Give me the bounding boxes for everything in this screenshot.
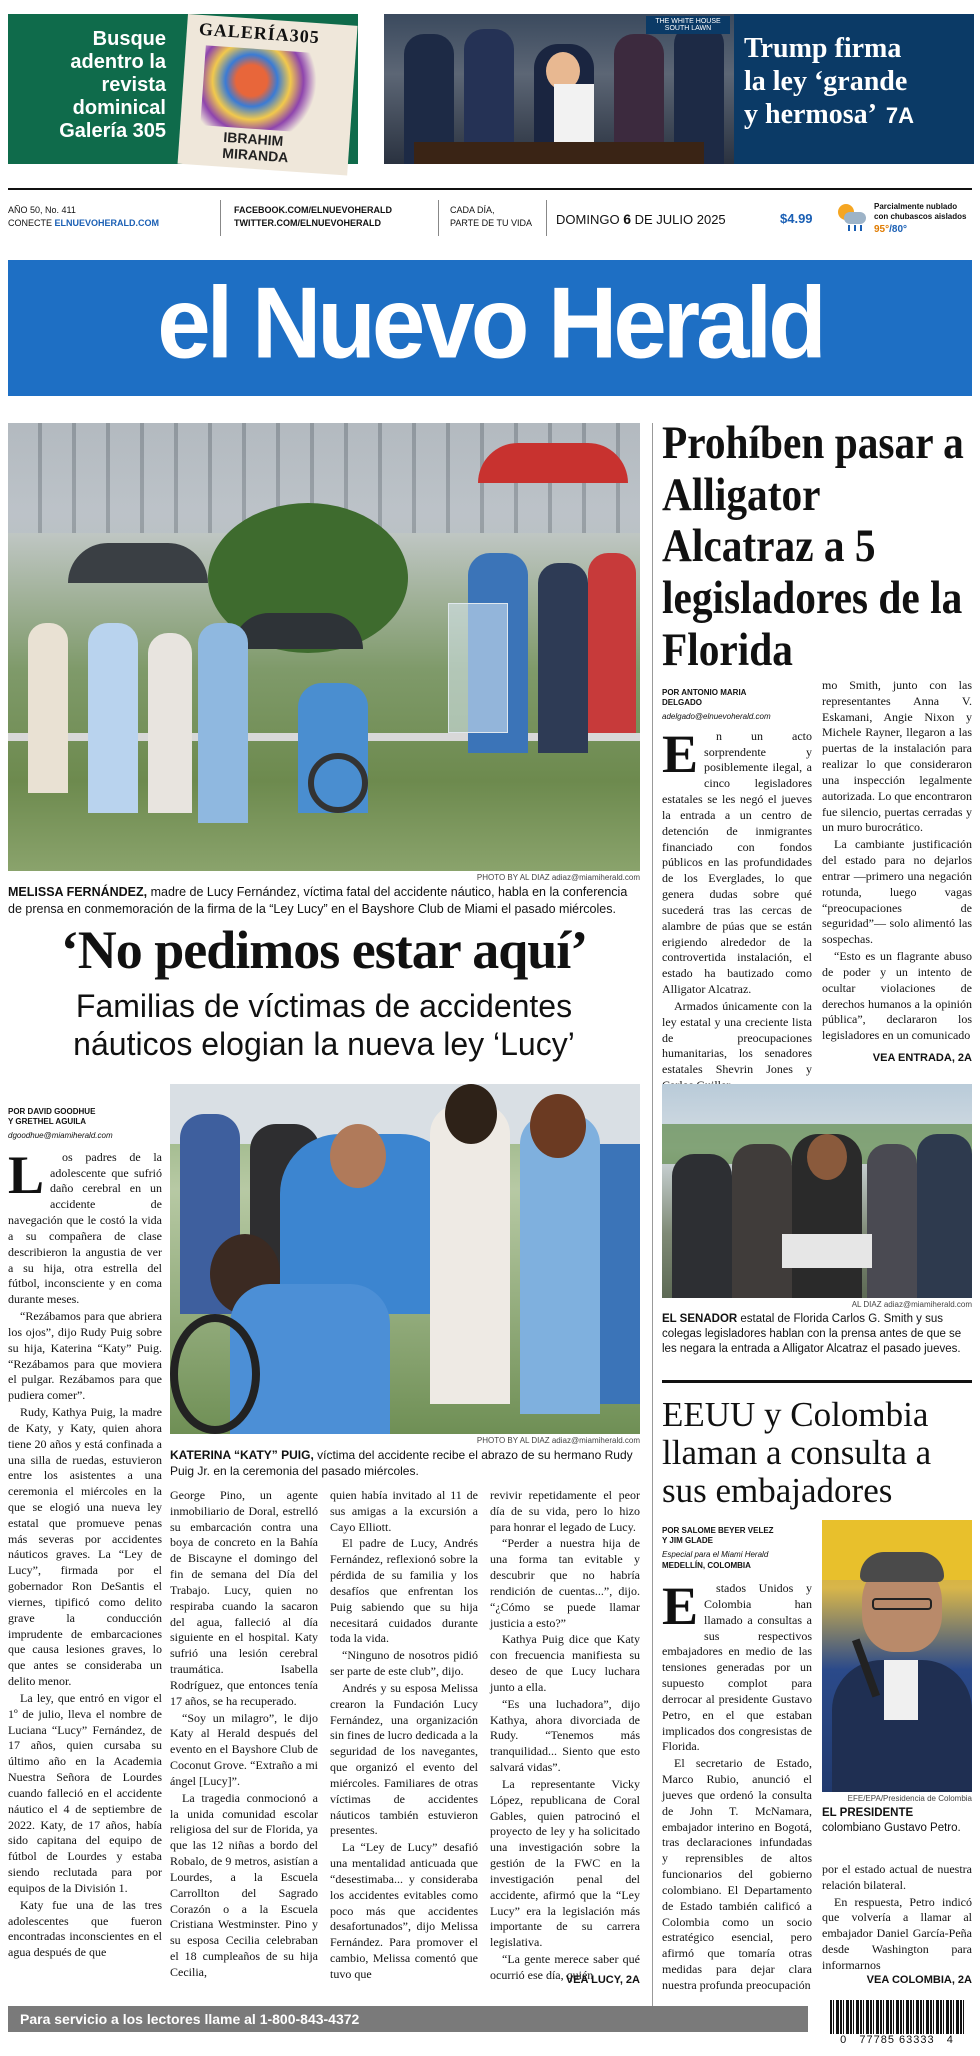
legislators-photo-credit: AL DIAZ adiaz@miamiherald.com [851,1300,972,1309]
lead-story-col-2 [170,1488,318,1993]
lead-col-4-p1: revivir repetidamente el peor día de su vida, pero lo hizo para honrar el legado de Lucy. [490,1488,640,1534]
lead-col-1-text [8,1144,162,1961]
slogan-line-2: PARTE DE TU VIDA [450,217,533,228]
promo-right-line-3-text: y hermosa’ [744,99,875,131]
lead-col-4-p2: “Perder a nuestra hija de una forma tan evitable y descubrir que no habría rendición de cuentas...”, dijo. “¿Cómo se puede llamar justicia a esto?” [490,1536,640,1630]
lead-col-1-p2: “Rezábamos para que abriera los ojos”, dijo Rudy Puig sobre su hija, Katerina “Katy” Puig. “Rezábamos para que moviera el pulgar. Rezábamos para que pudiera comer”. [8,1309,162,1403]
lead-photo [8,423,640,871]
weather-line-2: con chubascos aislados [874,212,967,222]
weather-temps [874,223,966,236]
lead-dropcap: L [8,1144,45,1205]
lead-photo-caption [8,884,640,917]
promo-right-line-2: la ley ‘grande [744,66,908,98]
lead-deck [8,987,640,1064]
right-section-rule [662,1380,972,1383]
promo-right-page-ref: 7A [885,103,915,129]
petro-photo-credit: EFE/EPA/Presidencia de Colombia [847,1794,972,1803]
colombia-special: Especial para el Miami Herald [662,1549,769,1559]
price: $4.99 [780,211,813,226]
facebook-link[interactable]: FACEBOOK.COM/ELNUEVOHERALD [234,205,393,215]
alcatraz-col-1-p2: Armados únicamente con la ley estatal y una creciente lista de preocupaciones humanitarias, los senadores estatales Shevrin Jones y [662,998,812,1077]
lead-jump-link[interactable]: VEA LUCY, 2A [565,1974,640,1986]
alcatraz-col-1-p1: n un acto sorprendente y posiblemente ilegal, a cinco legisladores estatales se les negó el jueves la entrada a un centro de detención de inmigrantes financiado con fondos públicos en las profundidades de los Everglades, lo que genera dudas sobre qué sucederá tras las cercas de alambre de púas que se están erigiendo alrededor de la controvertida instalación, el estado ha bautizado como Alligator Alcatraz. [662,728,812,997]
podium-sign: THE WHITE HOUSE SOUTH LAWN [646,16,730,34]
katy-photo-credit: PHOTO BY AL DIAZ adiaz@miamiherald.com [476,1436,640,1445]
masthead[interactable] [8,260,972,396]
lead-deck-line-2: náuticos elogian la nueva ley ‘Lucy’ [73,1026,575,1063]
colombia-byline [662,1526,812,1547]
katy-caption-name: KATERINA “KATY” PUIG, [170,1448,314,1462]
alcatraz-email: adelgado@elnuevoherald.com [662,711,771,721]
date-month-year: DE JULIO 2025 [634,212,726,227]
colombia-col-1 [662,1526,812,1996]
infobar-top-rule [8,188,972,190]
promo-right-line-3 [744,98,969,131]
promo-left-text: Busque adentro la revista dominical Galería 305 [59,28,166,142]
colombia-headline: EEUU y Colombia llaman a consulta a sus embajadores [662,1395,932,1510]
lead-col-4-p4: “Es una luchadora”, dijo Kathya, ahora divorciada de Rudy. “Tenemos más tranquilidad... Siento que esto salvará vidas”. [490,1696,640,1775]
lead-col-2-p1: George Pino, un agente inmobiliario de Doral, estrelló su embarcación contra una boya de concreto en la Bahía de Biscayne el domingo del fin de semana del Día del Trabajo. Lucy, quien no respiraba cuando la sacaron del agua, falleció al día siguiente en el hospital. Katy sufrió una lesión cerebral traumática. Isabella Rodríguez, que entonces tenía 17 años, se ha recuperado. [170,1488,318,1708]
connect-line [8,217,159,230]
magazine-name-2: MIRANDA [221,144,289,166]
legislators-caption [662,1312,972,1358]
weather-icon [836,202,866,232]
lead-headline: ‘No pedimos estar aquí’ [60,920,588,980]
lead-col-3-p4: Andrés y su esposa Melissa crearon la Fundación Lucy Fernández, una organización sin fines de lucro dedicada a la seguridad de los navegantes, que organizó el evento del miércoles. Familiares de otras víctimas de accidentes náuticos también estuvieron presentes. [330,1680,478,1838]
infobar [8,200,972,240]
alcatraz-col-2-p1: mo Smith, junto con las representantes Anna V. Eskamani, Angie Nixon y Michele Rayner, llegaron a las puertas de la instalación para realizar lo que consideraron una inspección legalmente autorizada. Lo que encontraron fue silencio, puertas cerradas y un muro burocrático. [822,678,972,835]
alcatraz-byline-line-2: DELGADO [662,698,702,708]
lead-story-col-3 [330,1488,478,1993]
katy-photo-caption [170,1448,640,1480]
lead-col-3-p3: “Ninguno de nosotros pidió ser parte de este club”, dijo. [330,1648,478,1679]
colombia-dateline: MEDELLÍN, COLOMBIA [662,1560,751,1570]
lead-photo-credit: PHOTO BY AL DIAZ adiaz@miamiherald.com [476,873,640,882]
katy-puig-photo [170,1084,640,1434]
infobar-volume-block [8,204,159,229]
colombia-col-2 [822,1862,972,1972]
lead-col-4-p5: La representante Vicky López, republicana de Coral Gables, quien patrocinó el proyecto de ley y ha solicitado una investigación sobre la gestión de la FWC en la investigación penal del accidente, afirmó que la “Ley Lucy” era la legislación más importante de su carrera legislativa. [490,1776,640,1950]
lead-story-col-1 [8,1107,162,1997]
slogan-line-1: CADA DÍA, [450,205,495,215]
magazine-art [200,45,325,133]
alcatraz-byline-line-1: POR ANTONIO MARIA [662,688,747,697]
lead-col-1-p4: La ley, que entró en vigor el 1º de julio, lleva el nombre de Luciana “Lucy” Fernández, de 17 años, quien cursaba su último año en la Academia Nuestra Señora de Lourdes cuando falleció en el accidente náutico el 4 de septiembre de 2022. Katy, de 17 años, había sido capitana del equipo de fútbol de Lourdes y estaba siendo reclutada para por equipos de la División 1. [8,1690,162,1895]
alcatraz-jump-link[interactable]: VEA ENTRADA, 2A [872,1052,972,1064]
lead-col-4-p6: “La gente merece saber qué ocurrió ese día, quién [490,1952,640,1982]
footer-bar [8,2006,808,2032]
twitter-link[interactable]: TWITTER.COM/ELNUEVOHERALD [234,217,381,228]
alcatraz-dropcap: E [662,723,699,784]
legislators-caption-text: estatal de Florida Carlos G. Smith y sus colegas legisladores hablan con la prensa antes de que se les negara la entrada a Alligator Alcatraz el pasado jueves. [662,1313,962,1356]
lead-col-1-p1: os padres de la adolescente que sufrió daño cerebral en un accidente de navegación que le costó la vida a su compañera de clase describieron la angustia de ver a su hija, otra estrella del fútbol, inconsciente y en coma durante meses. [8,1149,162,1307]
alcatraz-col-2 [822,678,972,1046]
lead-col-2-p3: La tragedia conmocionó a la unida comunidad escolar religiosa del sur de Florida, ya que las 12 niñas a bordo del Robalo, de 9 metros, asistían a Lourdes, a la Escuela Carrollton del Sagrado Corazón o a la Escuela Cristiana Westminster. Pino y su esposa Cecilia celebraban el 18 cumpleaños de su hija Cecilia, [170,1790,318,1979]
magazine-name-1: IBRAHIM [222,128,284,149]
petro-caption-name: EL PRESIDENTE [822,1807,914,1819]
lead-col-3-p2: El padre de Lucy, Andrés Fernández, reflexionó sobre la pérdida de su familia y los desafíos que enfrentan los Puig sabiendo que su hija necesitará cuidados durante toda la vida. [330,1536,478,1646]
petro-caption-text: colombiano Gustavo Petro. [822,1822,961,1835]
temp-high: 95° [874,223,890,235]
issue-date [556,210,726,230]
promo-left[interactable] [8,14,358,164]
alcatraz-col-2-p3: “Esto es un flagrante abuso de poder y un intento de ocultar violaciones de derechos humanos a la opinión pública”, declararon los legisladores en un comunicado [822,949,972,1043]
colombia-jump-link[interactable]: VEA COLOMBIA, 2A [866,1974,972,1986]
alcatraz-col-1-text [662,723,812,1094]
date-weekday: DOMINGO [556,212,620,227]
barcode-bars [830,2000,964,2034]
social-links [234,204,392,229]
colombia-byline-line-2: Y JIM GLADE [662,1536,713,1546]
colombia-col-1-text [662,1576,812,1994]
barcode [822,2000,972,2048]
alcatraz-byline [662,688,812,709]
colombia-col-2-p2: En respuesta, Petro indicó que volvería a llamar al embajador Daniel García-Peña desde Washington para informarnos [822,1894,972,1972]
connect-label: CONECTE [8,217,53,228]
weather-line-1: Parcialmente nublado [874,202,958,211]
lead-col-3-p5: La “Ley de Lucy” desafió una mentalidad anticuada que “desestimaba... y consideraba los accidentes evitables como poco más que accidentes desafortunados”, dijo Melissa Fernández. Para promover el cambio, Melissa comentó que tuvo que [330,1840,478,1981]
promo-right[interactable] [384,14,974,164]
legislators-caption-name: EL SENADOR [662,1313,738,1325]
lead-deck-line-1: Familias de víctimas de accidentes [75,988,573,1024]
lead-caption-name: MELISSA FERNÁNDEZ, [8,885,148,899]
colombia-col-1-p1: stados Unidos y Colombia han llamado a consultas a sus respectivos embajadores en medio de las tensiones generadas por un supuesto complot para derrocar al presidente Gustavo Petro, en el que estaban implicados dos congresistas de Florida. [662,1581,812,1754]
alcatraz-col-1 [662,688,812,1077]
footer-service-text: Para servicio a los lectores llame al 1-800-843-4372 [20,2011,360,2027]
colombia-dropcap: E [662,1576,699,1637]
trump-signing-photo [384,14,734,164]
petro-caption [822,1806,972,1836]
website-link[interactable]: ELNUEVOHERALD.COM [54,217,160,228]
lead-byline-email: dgoodhue@miamiherald.com [8,1130,113,1140]
katy-caption-text: víctima del accidente recibe el abrazo de su hermano Rudy Puig Jr. en la ceremonia del pasado miércoles. [170,1448,633,1478]
column-divider [652,423,653,2013]
lead-col-4-p3: Kathya Puig dice que Katy con frecuencia manifiesta su deseo de que Lucy luchara junto a ella. [490,1632,640,1694]
volume-number: AÑO 50, No. 411 [8,205,76,215]
alcatraz-col-2-p2: La cambiante justificación del estado para no dejarlos entrar —primero una negación rotunda, luego vagas “preocupaciones de seguridad”— solo alimentó las sospechas. [822,837,972,947]
date-day: 6 [623,211,631,227]
lead-col-1-p3: Rudy, Kathya Puig, la madre de Katy, y Katy, quien ahora tiene 20 años y está confinada a una silla de ruedas, estuvieron entre los asistentes a una ceremonia el miércoles en la que se elogió una nueva ley estatal que promueve penas más severas por accidentes náuticos graves. La “Ley de Lucy”, firmada por el gobernador Ron DeSantis el viernes, tipificó como delito grave la conducción imprudente de embarcaciones que causa lesiones graves, lo que antes se consideraba un delito menor. [8,1405,162,1689]
lead-caption-text: madre de Lucy Fernández, víctima fatal del accidente náutico, habla en la conferencia de prensa en conmemoración de la firma de la “Ley Lucy” en el Bayshore Club de Miami el pasado miércoles. [8,885,628,916]
slogan [450,204,532,229]
petro-photo [822,1520,972,1792]
lead-col-3-p1: quien había invitado al 11 de sus amigas a la excursión a Cayo Elliott. [330,1488,478,1534]
temp-low: /80° [889,223,908,235]
lead-byline-line-1: POR DAVID GOODHUE [8,1107,96,1116]
lead-byline-line-2: Y GRETHEL AGUILA [8,1117,87,1127]
magazine-cover [178,14,358,175]
colombia-col-1-p2: El secretario de Estado, Marco Rubio, anunció el jueves que ordenó la consulta de John T. McNamara, embajador interino en Bogotá, tras declaraciones infundadas y reprensibles de altos funcionarios del gobierno colombiano. El Departamento de Estado también calificó a Colombia como un socio estratégico esencial, pero afirmó que tomaría otras medidas para dejar clara nuestra profunda preocupación [662,1756,812,1992]
lead-col-2-p2: “Soy un milagro”, le dijo Katy al Herald después del evento en el Bayshore Club de Coconut Grove. “Extraño a mi ángel [Lucy]”. [170,1710,318,1788]
colombia-col-2-p1: por el estado actual de nuestra relación bilateral. [822,1862,972,1892]
lead-col-1-p5: Katy fue una de las tres adolescentes que fueron encontradas inconscientes en el agua después de que [8,1897,162,1960]
promo-right-headline [744,32,969,131]
legislators-photo [662,1084,972,1298]
alcatraz-headline: Prohíben pasar a Alligator Alcatraz a 5 legisladores de la Florida [662,417,964,676]
masthead-title: el Nuevo Herald [157,267,823,380]
barcode-number: 0 77785 63333 4 [840,2034,954,2046]
lead-byline [8,1107,162,1128]
promo-right-line-1: Trump firma [744,33,902,64]
weather-forecast [874,202,966,236]
colombia-byline-line-1: POR SALOME BEYER VELEZ [662,1526,774,1535]
umbrella-red [478,443,628,483]
magazine-title: GALERÍA305 [198,18,321,48]
